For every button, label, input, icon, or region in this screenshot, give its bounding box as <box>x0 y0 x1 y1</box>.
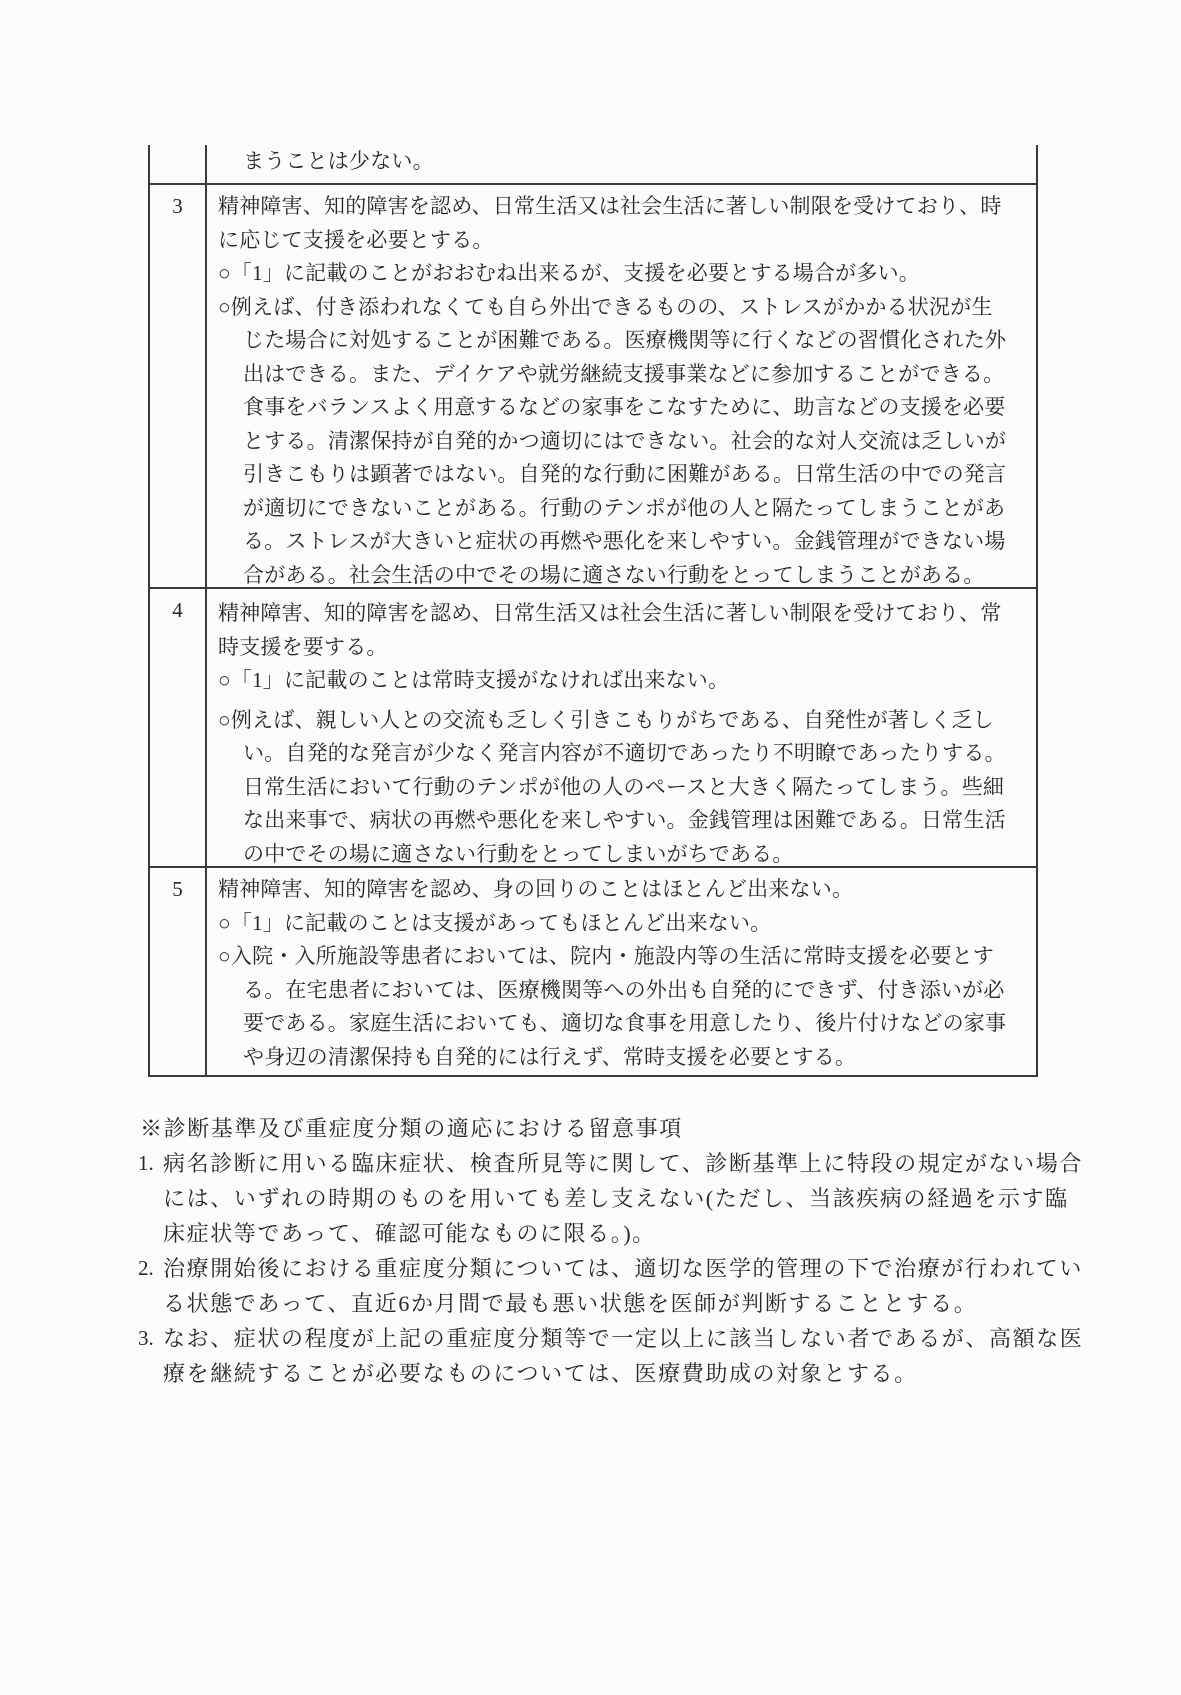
text-line: ○例えば、付き添われなくても自ら外出できるものの、ストレスがかかる状況が生 <box>218 294 993 319</box>
text-line: な出来事で、病状の再燃や悪化を来しやすい。金銭管理は困難である。日常生活 <box>243 808 1006 832</box>
text-line: の中でその場に適さない行動をとってしまいがちである。 <box>243 841 794 866</box>
text-line: が適切にできないことがある。行動のテンポが他の人と隔たってしまうことがあ <box>243 495 1006 520</box>
text-line: 日常生活において行動のテンポが他の人のペースと大きく隔たってしまう。些細 <box>243 774 1005 799</box>
row-number-cell <box>150 145 207 183</box>
row-content-cell <box>207 868 1036 1075</box>
note-line: る状態であって、直近6か月間で最も悪い状態を医師が判断することとする。 <box>163 1291 978 1316</box>
note-item <box>138 1321 1181 1391</box>
note-number: 1. <box>138 1151 154 1175</box>
text-line: や身辺の清潔保持も自発的には行えず、常時支援を必要とする。 <box>243 1044 857 1069</box>
table-row <box>150 183 1036 587</box>
row-number-cell: 3 <box>150 185 207 587</box>
text-line: ○「1」に記載のことは支援があってもほとんど出来ない。 <box>218 910 772 935</box>
text-line: る。在宅患者においては、医療機関等への外出も自発的にできず、付き添いが必 <box>243 977 1005 1002</box>
notes-title: ※診断基準及び重症度分類の適応における留意事項 <box>140 1116 683 1141</box>
text-line: じた場合に対処することが困難である。医療機関等に行くなどの習慣化された外 <box>243 328 1007 352</box>
row-content-cell <box>207 589 1036 866</box>
row-number-cell: 4 <box>150 589 207 866</box>
text-line: 精神障害、知的障害を認め、身の回りのことはほとんど出来ない。 <box>218 877 854 901</box>
row-content-cell <box>207 185 1036 587</box>
note-line: 療を継続することが必要なものについては、医療費助成の対象とする。 <box>163 1361 918 1386</box>
text-line: に応じて支援を必要とする。 <box>218 227 494 252</box>
text-line: ○「1」に記載のことは常時支援がなければ出来ない。 <box>218 668 730 692</box>
table-row <box>150 866 1036 1075</box>
note-line: には、いずれの時期のものを用いても差し支えない(ただし、当該疾病の経過を示す臨 <box>163 1186 1069 1211</box>
note-line: なお、症状の程度が上記の重症度分類等で一定以上に該当しない者であるが、高額な医 <box>163 1326 1084 1351</box>
notes-items <box>0 1146 1181 1391</box>
table-row <box>150 587 1036 866</box>
table-row <box>150 145 1036 183</box>
text-line: 出はできる。また、デイケアや就労継続支援事業などに参加することができる。 <box>243 361 1005 386</box>
text-line: 精神障害、知的障害を認め、日常生活又は社会生活に著しい制限を受けており、時 <box>218 194 1002 218</box>
text-line: 要である。家庭生活においても、適切な食事を用意したり、後片付けなどの家事 <box>243 1011 1007 1035</box>
row-content-cell <box>207 145 1036 183</box>
note-number: 2. <box>138 1256 154 1280</box>
text-line: る。ストレスが大きいと症状の再燃や悪化を来しやすい。金銭管理ができない場 <box>243 529 1006 553</box>
text-line: まうことは少ない。 <box>243 149 434 173</box>
text-line: い。自発的な発言が少なく発言内容が不適切であったり不明瞭であったりする。 <box>243 741 1006 765</box>
note-line: 治療開始後における重症度分類については、適切な医学的管理の下で治療が行われてい <box>163 1256 1083 1281</box>
text-line: ○例えば、親しい人との交流も乏しく引きこもりがちである、自発性が著しく乏し <box>218 707 994 732</box>
note-line: 床症状等であって、確認可能なものに限る。)。 <box>163 1221 656 1246</box>
note-line: 病名診断に用いる臨床症状、検査所見等に関して、診断基準上に特段の規定がない場合 <box>163 1151 1083 1176</box>
note-item <box>138 1146 1181 1251</box>
notes-section <box>0 1111 1181 1391</box>
text-line: 精神障害、知的障害を認め、日常生活又は社会生活に著しい制限を受けており、常 <box>218 601 1002 625</box>
text-line: 引きこもりは顕著ではない。自発的な行動に困難がある。日常生活の中での発言 <box>243 462 1007 486</box>
text-line: ○入院・入所施設等患者においては、院内・施設内等の生活に常時支援を必要とす <box>218 944 995 968</box>
text-line: ○「1」に記載のことがおおむね出来るが、支援を必要とする場合が多い。 <box>218 261 920 285</box>
text-line: 食事をバランスよく用意するなどの家事をこなすために、助言などの支援を必要 <box>243 395 1006 419</box>
row-number-cell: 5 <box>150 868 207 1075</box>
text-line: 合がある。社会生活の中でその場に適さない行動をとってしまうことがある。 <box>243 562 985 587</box>
note-number: 3. <box>138 1326 154 1350</box>
severity-table <box>148 145 1038 1077</box>
note-item <box>138 1251 1181 1321</box>
text-line: とする。清潔保持が自発的かつ適切にはできない。社会的な対人交流は乏しいが <box>243 428 1007 453</box>
text-line: 時支援を要する。 <box>218 634 388 659</box>
